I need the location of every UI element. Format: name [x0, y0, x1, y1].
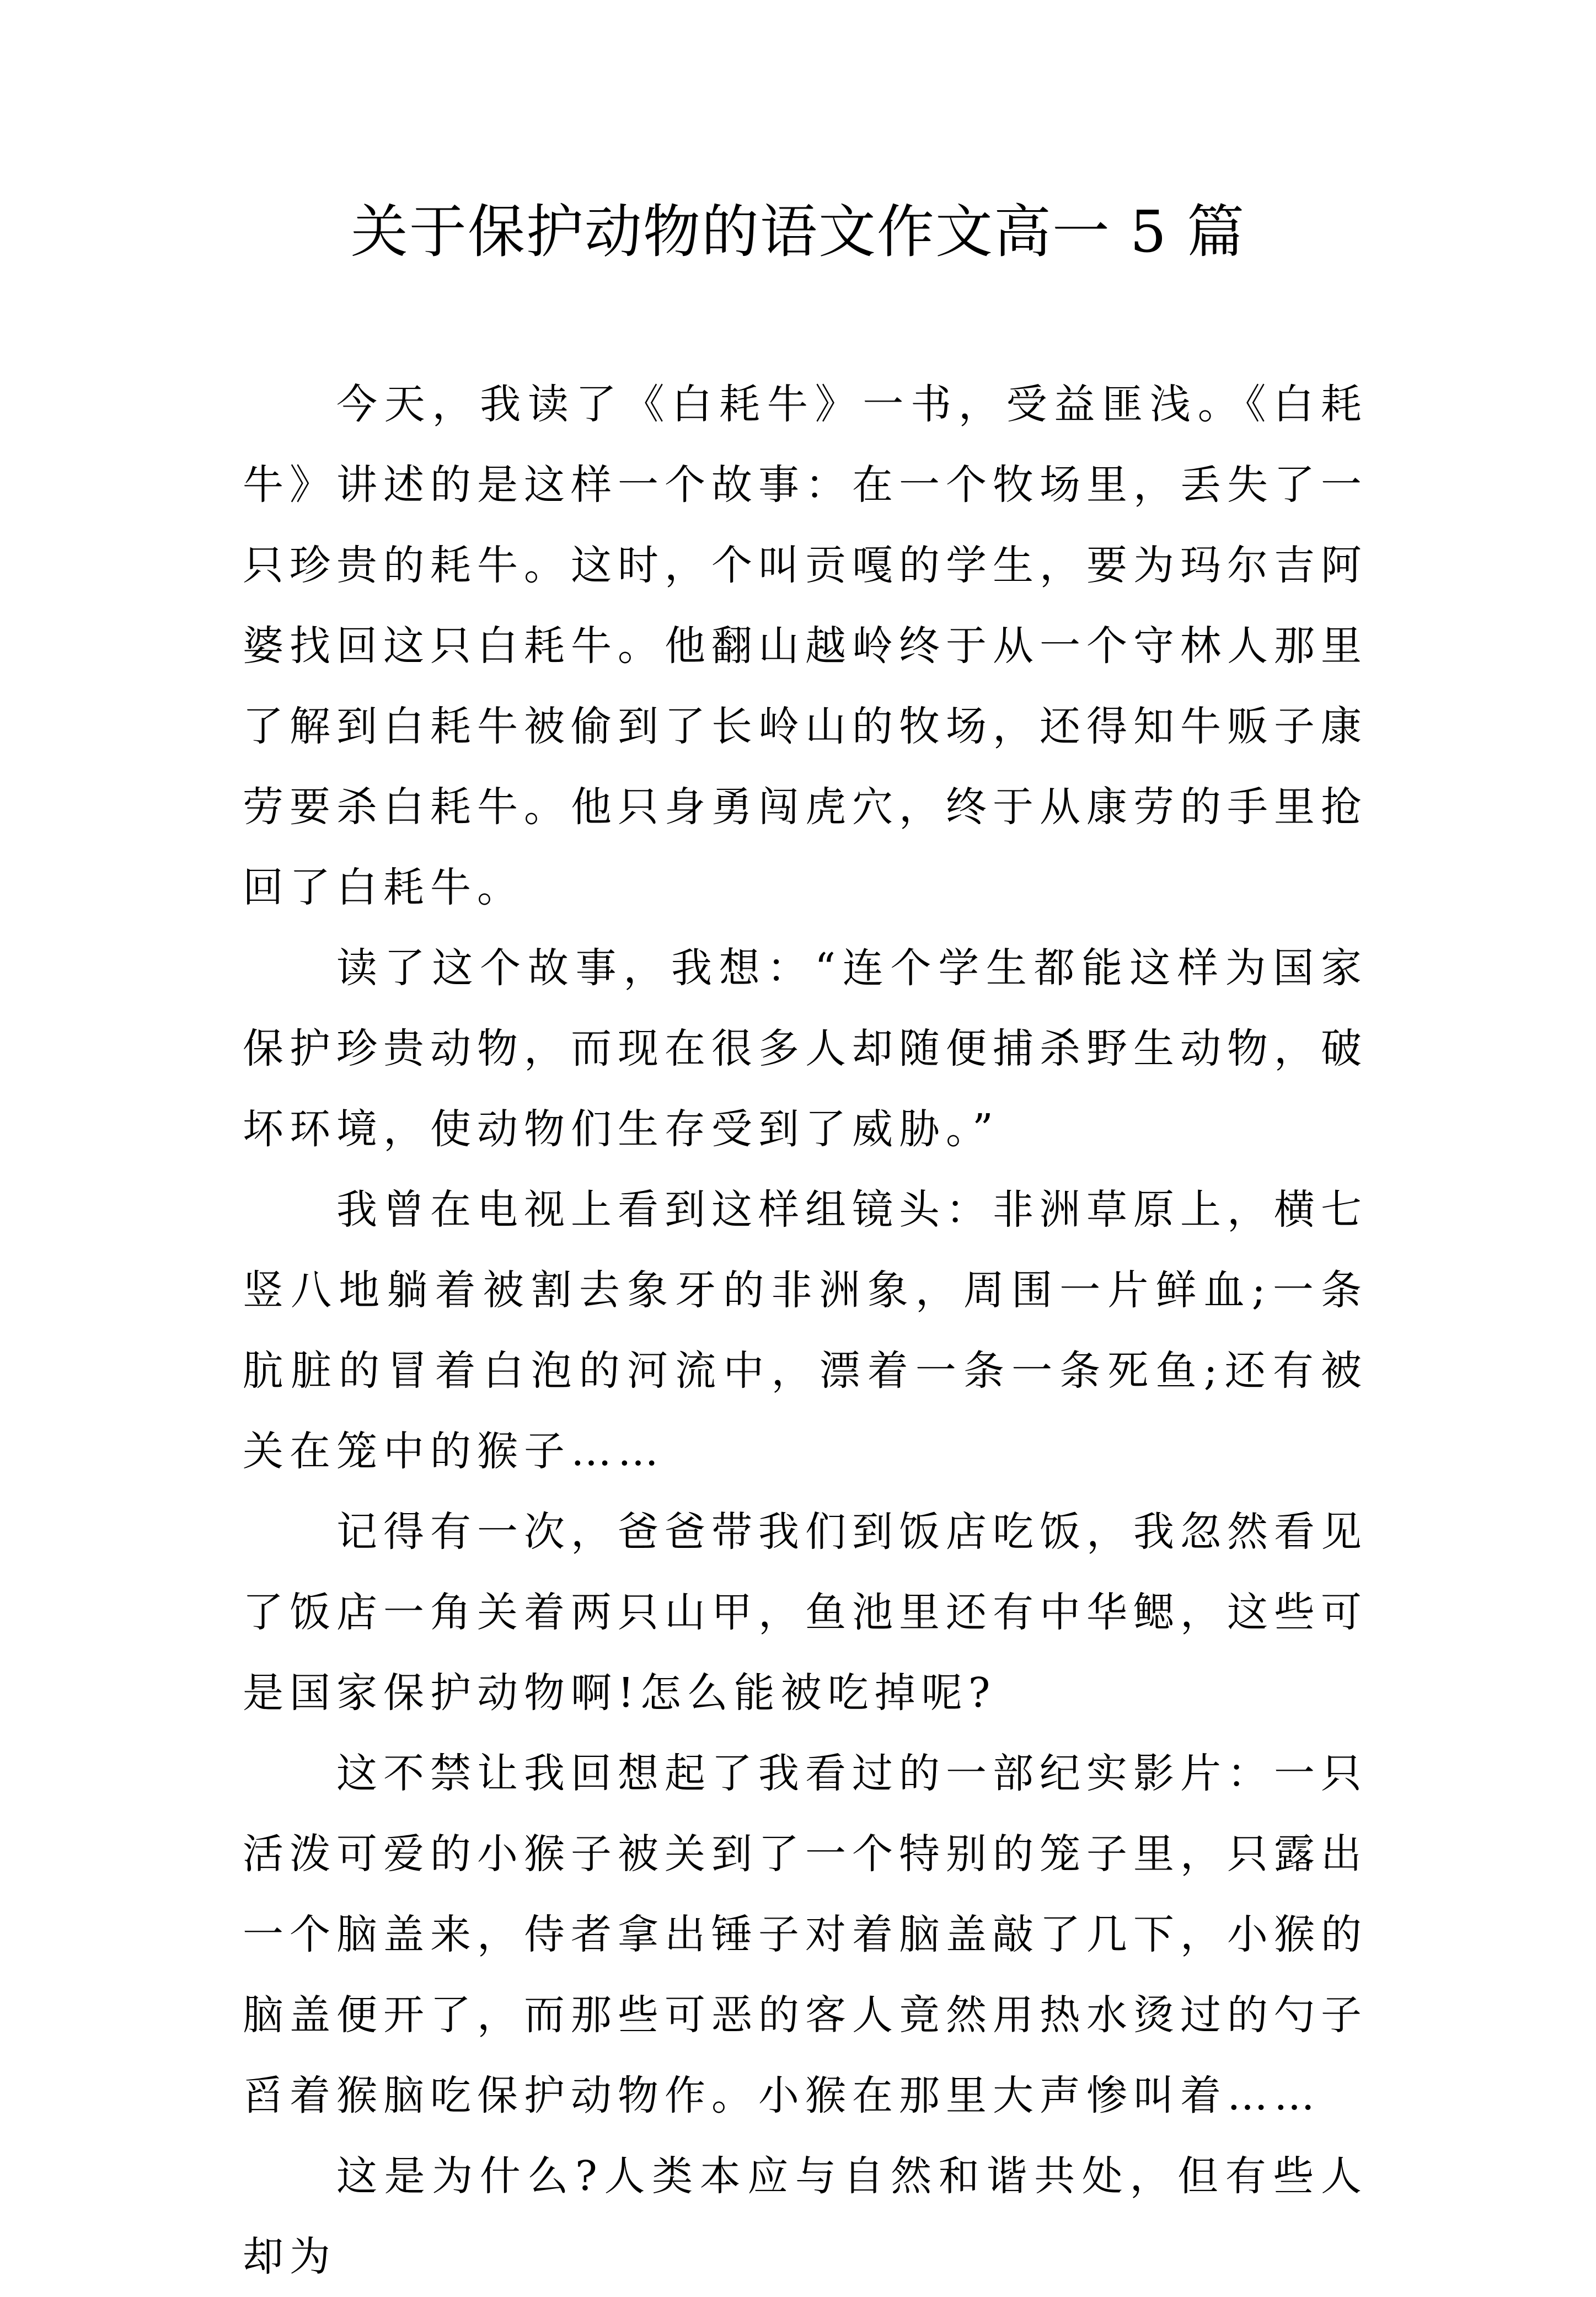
paragraph-6: 这是为什么?人类本应与自然和谐共处，但有些人却为: [243, 2152, 1368, 2280]
document-title: 关于保护动物的语文作文高一 5 篇: [350, 198, 1246, 265]
paragraph-5: 这不禁让我回想起了我看过的一部纪实影片：一只活泼可爱的小猴子被关到了一个特别的笼子里，只露出一个脑盖来，侍者拿出锤子对着脑盖敲了几下，小猴的脑盖便开了，而那些可恶的客人竟然用热水烫过的勺子舀着猴脑吃保护动物作。小猴在那里大声惨叫着……: [243, 1750, 1368, 2119]
paragraph-1: 今天，我读了《白耗牛》一书，受益匪浅。《白耗牛》讲述的是这样一个故事：在一个牧场里，丢失了一只珍贵的耗牛。这时，个叫贡嘎的学生，要为玛尔吉阿婆找回这只白耗牛。他翻山越岭终于从一个守林人那里了解到白耗牛被偷到了长岭山的牧场，还得知牛贩子康劳要杀白耗牛。他只身勇闯虎穴，终于从康劳的手里抢回了白耗牛。: [243, 381, 1368, 911]
paragraph-3: 我曾在电视上看到这样组镜头：非洲草原上，横七竖八地躺着被割去象牙的非洲象，周围一片鲜血;一条肮脏的冒着白泡的河流中，漂着一条一条死鱼;还有被关在笼中的猴子……: [243, 1186, 1368, 1475]
paragraph-4: 记得有一次，爸爸带我们到饭店吃饭，我忽然看见了饭店一角关着两只山甲，鱼池里还有中华鳃，这些可是国家保护动物啊!怎么能被吃掉呢?: [243, 1508, 1368, 1717]
paragraph-2: 读了这个故事，我想：“连个学生都能这样为国家保护珍贵动物，而现在很多人却随便捕杀野生动物，破坏环境，使动物们生存受到了威胁。”: [243, 944, 1368, 1153]
document-body: [243, 364, 1368, 2297]
